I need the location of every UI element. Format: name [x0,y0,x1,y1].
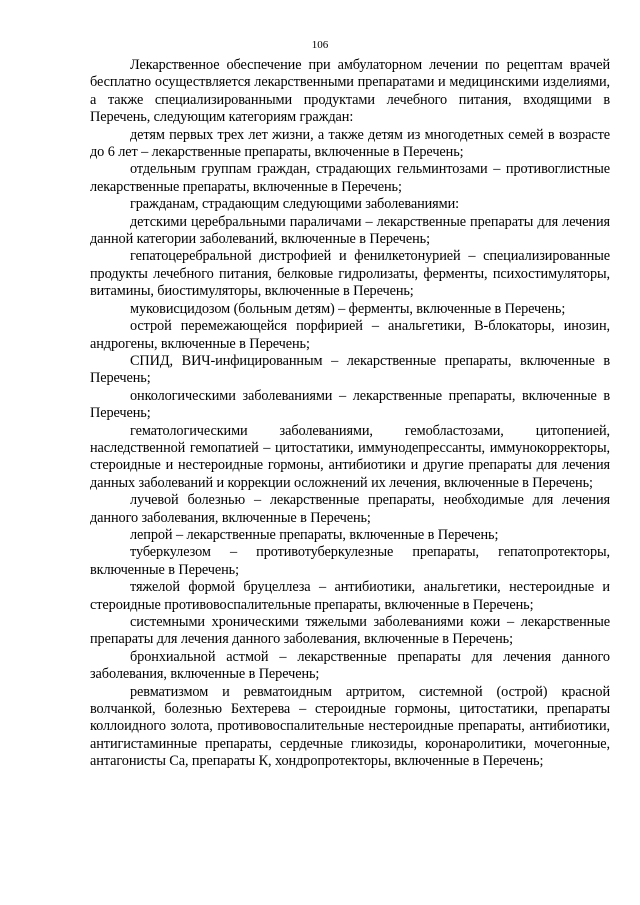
paragraph-diseases-heading: гражданам, страдающим следующими заболеваниями: [130,196,460,213]
paragraph-cystic-fibrosis: муковисцидозом (больным детям) – ферменты, включенные в Перечень; [130,300,566,317]
paragraph-porphyria: острой перемежающейся порфирией – анальгетики, B-блокаторы, инозин, андрогены, включенные в Перечень; [90,318,610,352]
paragraph-skin-diseases: системными хроническими тяжелыми заболеваниями кожи – лекарственные препараты для лечения данного заболевания, включенные в Перечень; [90,614,610,648]
paragraph-intro: Лекарственное обеспечение при амбулаторном лечении по рецептам врачей бесплатно осуществляется лекарственными препаратами и медицинскими изделиями, а также специализированными продуктами лечебного питания, входящими в Перечень, следующим категориям граждан: [90,57,610,126]
paragraph-hiv: СПИД, ВИЧ-инфицированным – лекарственные препараты, включенные в Перечень; [90,352,610,387]
paragraph-hematology: гематологическими заболеваниями, гемобластозами, цитопенией, наследственной гемопатией – цитостатики, иммунодепрессанты, иммунокорректоры, стероидные и нестероидные гормоны, антибиотики и другие препараты для лечения данных заболеваний и коррекции осложнений их лечения, включенные в Перечень; [90,422,610,491]
paragraph-radiation: лучевой болезнью – лекарственные препараты, необходимые для лечения данного заболевания, включенные в Перечень; [90,492,610,526]
paragraph-rheumatism: ревматизмом и ревматоидным артритом, системной (острой) красной волчанкой, болезнью Бехтерева – стероидные гормоны, цитостатики, препараты коллоидного золота, противовоспалительные нестероидные препараты, антибиотики, антигистаминные препараты, сердечные гликозиды, коронаролитики, мочегонные, антагонисты Са, препараты К, хондропротекторы, включенные в Перечень; [90,683,610,770]
paragraph-leprosy: лепрой – лекарственные препараты, включенные в Перечень; [130,526,499,543]
body-text [90,57,610,771]
page-number: 106 [311,39,329,51]
paragraph-cerebral-palsy: детскими церебральными параличами – лекарственные препараты для лечения данной категории заболеваний, включенные в Перечень; [90,213,610,248]
paragraph-children: детям первых трех лет жизни, а также детям из многодетных семей в возрасте до 6 лет – лекарственные препараты, включенные в Перечень; [90,126,610,161]
paragraph-tuberculosis: туберкулезом – противотуберкулезные препараты, гепатопротекторы, включенные в Перечень; [90,544,610,578]
paragraph-hepatocerebral: гепатоцеребральной дистрофией и фенилкетонурией – специализированные продукты лечебного питания, белковые гидролизаты, ферменты, психостимуляторы, витамины, биостимуляторы, включенные в Перечень; [90,248,610,300]
paragraph-brucellosis: тяжелой формой бруцеллеза – антибиотики, анальгетики, нестероидные и стероидные противовоспалительные препараты, включенные в Перечень; [90,579,610,613]
paragraph-helminthiasis: отдельным группам граждан, страдающих гельминтозами – противоглистные лекарственные препараты, включенные в Перечень; [90,161,610,195]
paragraph-oncology: онкологическими заболеваниями – лекарственные препараты, включенные в Перечень; [90,387,610,422]
paragraph-asthma: бронхиальной астмой – лекарственные препараты для лечения данного заболевания, включенные в Перечень; [90,648,610,683]
